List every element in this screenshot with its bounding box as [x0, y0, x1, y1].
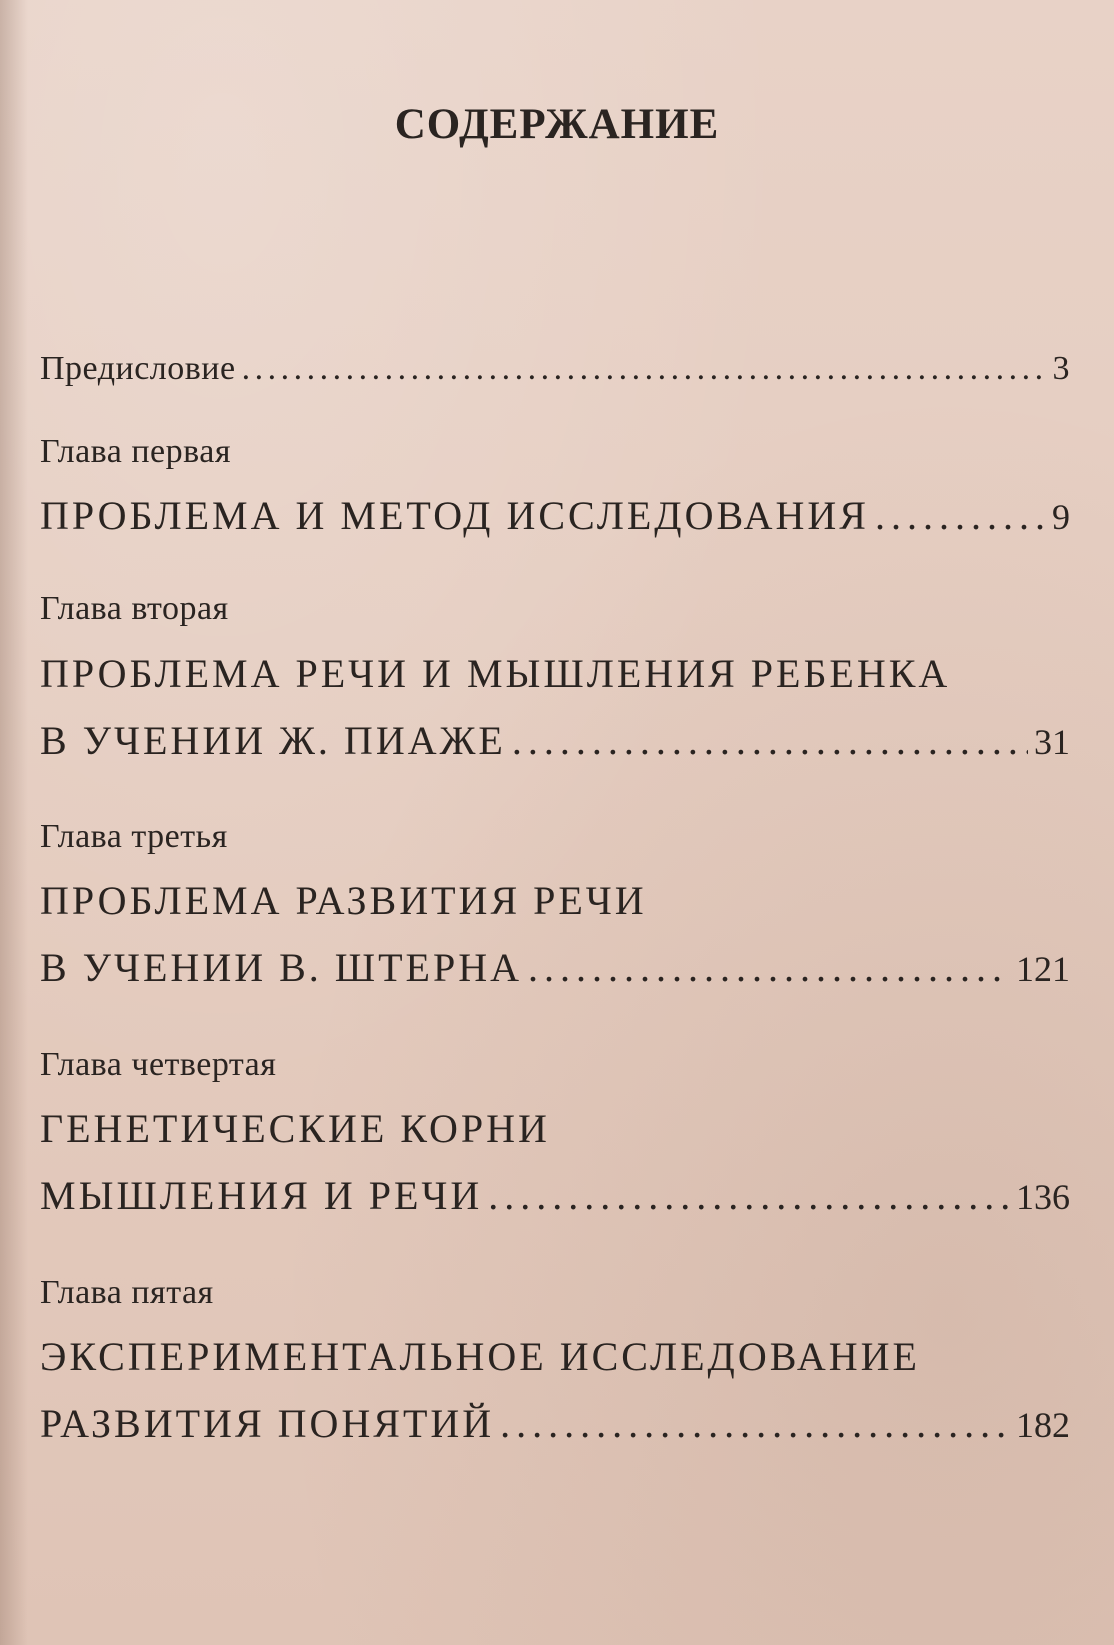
leader-dots [875, 492, 1046, 539]
entry-title: ПРОБЛЕМА И МЕТОД ИССЛЕДОВАНИЯ [40, 493, 869, 538]
chapter-label: Глава вторая [40, 590, 229, 627]
toc-entry-preface [40, 350, 1070, 388]
chapter-label: Глава четвертая [40, 1046, 277, 1083]
chapter-title-line: ЭКСПЕРИМЕНТАЛЬНОЕ ИССЛЕДОВАНИЕ [40, 1334, 920, 1379]
leader-dots [488, 1172, 1010, 1219]
page-number: 136 [1016, 1177, 1070, 1217]
page-number: 9 [1052, 497, 1070, 537]
chapter-title-line: ПРОБЛЕМА РЕЧИ И МЫШЛЕНИЯ РЕБЕНКА [40, 651, 951, 696]
toc-entry-chapter-2 [40, 717, 1070, 764]
chapter-label: Глава первая [40, 433, 231, 470]
page-gutter-shadow [0, 0, 28, 1645]
chapter-title-line: ГЕНЕТИЧЕСКИЕ КОРНИ [40, 1106, 550, 1151]
toc-entry-chapter-4 [40, 1172, 1070, 1219]
toc-entry-chapter-3 [40, 944, 1070, 991]
leader-dots [500, 1400, 1010, 1447]
page-number: 3 [1052, 350, 1070, 387]
page-title: СОДЕРЖАНИЕ [394, 101, 720, 148]
page-number: 121 [1016, 949, 1070, 989]
leader-dots [512, 717, 1028, 764]
page-number: 31 [1034, 722, 1070, 762]
chapter-label: Глава пятая [40, 1274, 214, 1311]
toc-entry-chapter-1 [40, 492, 1070, 539]
leader-dots [242, 350, 1047, 388]
chapter-label: Глава третья [40, 818, 228, 855]
leader-dots [528, 944, 1010, 991]
entry-title: В УЧЕНИИ Ж. ПИАЖЕ [40, 718, 506, 763]
page-number: 182 [1016, 1405, 1070, 1445]
entry-title: В УЧЕНИИ В. ШТЕРНА [40, 945, 523, 990]
toc-entry-chapter-5 [40, 1400, 1070, 1447]
entry-title: РАЗВИТИЯ ПОНЯТИЙ [40, 1401, 495, 1446]
entry-title: Предисловие [40, 350, 236, 387]
chapter-title-line: ПРОБЛЕМА РАЗВИТИЯ РЕЧИ [40, 878, 647, 923]
entry-title: МЫШЛЕНИЯ И РЕЧИ [40, 1173, 483, 1218]
